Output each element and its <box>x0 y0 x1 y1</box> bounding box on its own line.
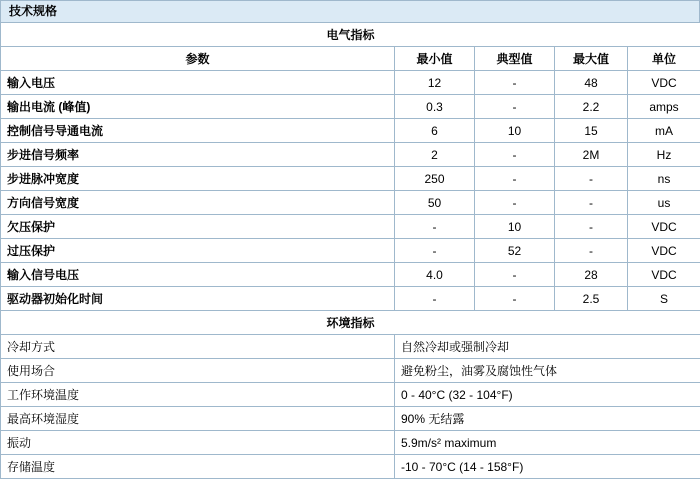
row-param: 控制信号导通电流 <box>1 119 395 143</box>
specifications-table <box>0 22 700 479</box>
row-param: 输入电压 <box>1 71 395 95</box>
env-row-value: 90% 无结露 <box>395 407 700 431</box>
row-min: 250 <box>395 167 475 191</box>
env-row-label: 冷却方式 <box>1 335 395 359</box>
table-row <box>1 287 700 311</box>
row-param: 步进信号频率 <box>1 143 395 167</box>
column-header-max: 最大值 <box>555 47 628 71</box>
row-typ: - <box>475 167 555 191</box>
row-typ: - <box>475 95 555 119</box>
row-max: 2.2 <box>555 95 628 119</box>
row-min: 12 <box>395 71 475 95</box>
row-typ: 10 <box>475 215 555 239</box>
row-unit: amps <box>628 95 700 119</box>
row-typ: - <box>475 191 555 215</box>
row-max: 2M <box>555 143 628 167</box>
row-unit: VDC <box>628 215 700 239</box>
electrical-column-header-row <box>1 47 700 71</box>
column-header-typ: 典型值 <box>475 47 555 71</box>
row-min: 4.0 <box>395 263 475 287</box>
row-param: 欠压保护 <box>1 215 395 239</box>
row-min: - <box>395 215 475 239</box>
row-min: 50 <box>395 191 475 215</box>
row-min: 6 <box>395 119 475 143</box>
row-param: 驱动器初始化时间 <box>1 287 395 311</box>
row-max: - <box>555 167 628 191</box>
row-param: 输出电流 (峰值) <box>1 95 395 119</box>
row-typ: - <box>475 263 555 287</box>
table-row <box>1 359 700 383</box>
env-row-label: 存储温度 <box>1 455 395 479</box>
row-param: 步进脉冲宽度 <box>1 167 395 191</box>
table-row <box>1 119 700 143</box>
table-row <box>1 263 700 287</box>
column-header-unit: 单位 <box>628 47 700 71</box>
table-row <box>1 431 700 455</box>
row-max: - <box>555 191 628 215</box>
env-row-value: 0 - 40°C (32 - 104°F) <box>395 383 700 407</box>
row-typ: 52 <box>475 239 555 263</box>
table-row <box>1 167 700 191</box>
env-row-label: 使用场合 <box>1 359 395 383</box>
row-max: 28 <box>555 263 628 287</box>
row-typ: - <box>475 143 555 167</box>
row-max: - <box>555 239 628 263</box>
column-header-min: 最小值 <box>395 47 475 71</box>
row-min: 2 <box>395 143 475 167</box>
env-row-value: -10 - 70°C (14 - 158°F) <box>395 455 700 479</box>
table-row <box>1 239 700 263</box>
row-unit: ns <box>628 167 700 191</box>
row-unit: S <box>628 287 700 311</box>
row-unit: us <box>628 191 700 215</box>
row-param: 输入信号电压 <box>1 263 395 287</box>
row-typ: - <box>475 287 555 311</box>
page-title: 技术规格 <box>0 0 700 22</box>
env-row-value: 5.9m/s² maximum <box>395 431 700 455</box>
table-row <box>1 95 700 119</box>
table-row <box>1 407 700 431</box>
row-max: 2.5 <box>555 287 628 311</box>
row-unit: Hz <box>628 143 700 167</box>
table-row <box>1 383 700 407</box>
env-row-value: 自然冷却或强制冷却 <box>395 335 700 359</box>
row-typ: - <box>475 71 555 95</box>
env-row-value: 避免粉尘，油雾及腐蚀性气体 <box>395 359 700 383</box>
table-row <box>1 71 700 95</box>
environment-section-label: 环境指标 <box>1 311 700 335</box>
row-param: 过压保护 <box>1 239 395 263</box>
electrical-section-header-row <box>1 23 700 47</box>
env-row-label: 工作环境温度 <box>1 383 395 407</box>
row-unit: VDC <box>628 71 700 95</box>
table-row <box>1 215 700 239</box>
row-unit: VDC <box>628 239 700 263</box>
environment-section-header-row <box>1 311 700 335</box>
row-param: 方向信号宽度 <box>1 191 395 215</box>
table-row <box>1 191 700 215</box>
env-row-label: 最高环境湿度 <box>1 407 395 431</box>
table-row <box>1 455 700 479</box>
row-typ: 10 <box>475 119 555 143</box>
row-unit: mA <box>628 119 700 143</box>
row-max: 48 <box>555 71 628 95</box>
row-max: 15 <box>555 119 628 143</box>
column-header-param: 参数 <box>1 47 395 71</box>
table-row <box>1 335 700 359</box>
env-row-label: 振动 <box>1 431 395 455</box>
row-min: - <box>395 287 475 311</box>
electrical-section-label: 电气指标 <box>1 23 700 47</box>
row-unit: VDC <box>628 263 700 287</box>
row-min: 0.3 <box>395 95 475 119</box>
table-row <box>1 143 700 167</box>
row-min: - <box>395 239 475 263</box>
row-max: - <box>555 215 628 239</box>
